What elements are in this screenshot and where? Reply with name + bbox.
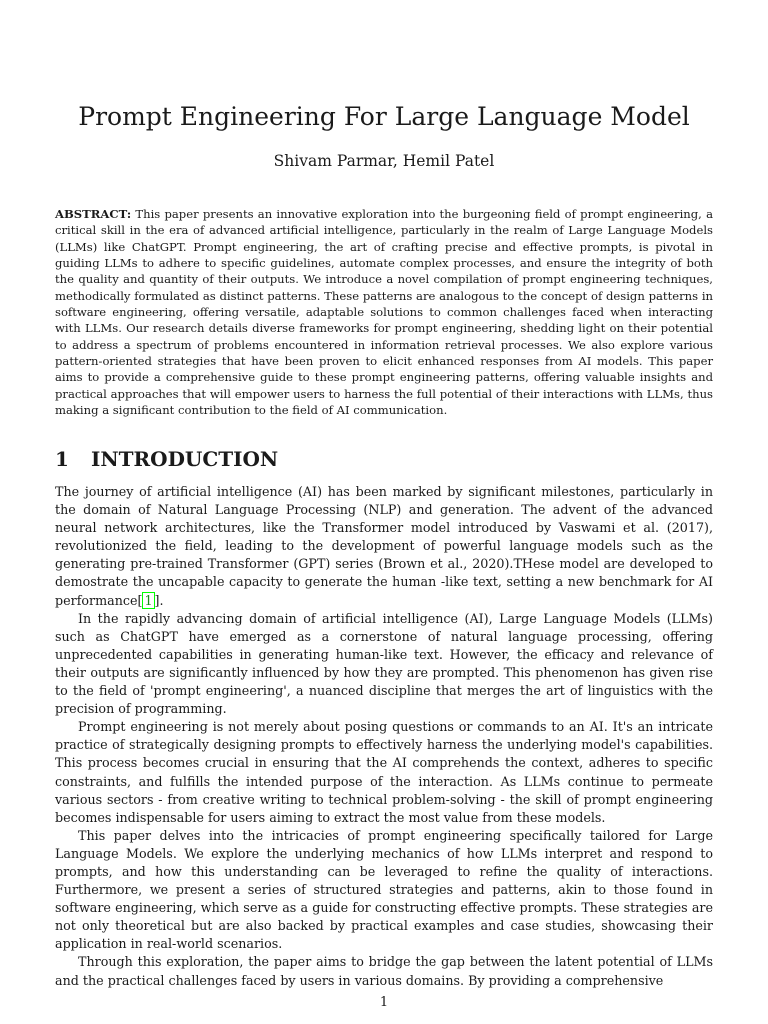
section-title: INTRODUCTION (91, 447, 279, 471)
paragraph-text: . (159, 592, 164, 608)
page-number: 1 (379, 995, 389, 1010)
paper-authors: Shivam Parmar, Hemil Patel (273, 152, 495, 170)
paragraph: In the rapidly advancing domain of artificial intelligence (AI), Large Language Models (LLMs) such as ChatGPT have emerged as a cornerstone of natural language processing, offering unprecedented capabilities in generating human-like text. However, the efficacy and relevance of their outputs are significantly influenced by how they are prompted. This phenomenon has given rise to the field of 'prompt engineering', a nuanced discipline that merges the art of linguistics with the precision of programming. (55, 610, 713, 717)
paragraph-text: The journey of artificial intelligence (AI) has been marked by significant milestones, particularly in the domain of Natural Language Processing (NLP) and generation. The advent of the advanced neural network architectures, like the Transformer model introduced by Vaswami et al. (2017), revolutionized the field, leading to the development of powerful language models such as the generating pre-trained Transformer (GPT) series (Brown et al., 2020).THese model are developed to demostrate the uncapable capacity to generate the human -like text, setting a new benchmark for AI performance (55, 484, 713, 608)
abstract-label: ABSTRACT: (55, 207, 132, 221)
paragraph: This paper delves into the intricacies of prompt engineering specifically tailored for Large Language Models. We explore the underlying mechanics of how LLMs interpret and respond to prompts, and how this understanding can be leveraged to refine the quality of interactions. Furthermore, we present a series of structured strategies and patterns, akin to those found in software engineering, which serve as a guide for constructing effective prompts. These strategies are not only theoretical but are also backed by practical examples and case studies, showcasing their application in real-world scenarios. (55, 827, 713, 952)
citation-number[interactable]: 1 (144, 592, 153, 608)
abstract-text: This paper presents an innovative exploration into the burgeoning field of prompt engineering, a critical skill in the era of advanced artificial intelligence, particularly in the realm of Large Language Models (LLMs) like ChatGPT. Prompt engineering, the art of crafting precise and effective prompts, is pivotal in guiding LLMs to adhere to specific guidelines, automate complex processes, and ensure the integrity of both the quality and quantity of their outputs. We introduce a novel compilation of prompt engineering techniques, methodically formulated as distinct patterns. These patterns are analogous to the concept of design patterns in software engineering, offering versatile, adaptable solutions to common challenges faced when interacting with LLMs. Our research details diverse frameworks for prompt engineering, shedding light on their potential to address a spectrum of problems encountered in information retrieval processes. We also explore various pattern-oriented strategies that have been proven to elicit enhanced responses from AI models. This paper aims to provide a comprehensive guide to these prompt engineering patterns, offering valuable insights and practical approaches that will empower users to harness the full potential of their interactions with LLMs, thus making a significant contribution to the field of AI communication. (55, 207, 714, 418)
paper-title: Prompt Engineering For Large Language Model (78, 102, 690, 131)
paragraph: Prompt engineering is not merely about posing questions or commands to an AI. It's an intricate practice of strategically designing prompts to effectively harness the underlying model's capabilities. This process becomes crucial in ensuring that the AI comprehends the context, adheres to specific constraints, and fulfills the intended purpose of the interaction. As LLMs continue to permeate various sectors - from creative writing to technical problem-solving - the skill of prompt engineering becomes indispensable for users aiming to extract the most value from these models. (55, 719, 713, 825)
section-heading (55, 445, 713, 473)
section-number: 1 (55, 447, 69, 471)
citation-link[interactable]: [ 1 ] (137, 592, 160, 608)
paragraph (55, 483, 713, 610)
paragraph: Through this exploration, the paper aims to bridge the gap between the latent potential of LLMs and the practical challenges faced by users in various domains. By providing a comprehensive (55, 954, 713, 988)
body-text (55, 483, 713, 990)
abstract (55, 206, 713, 418)
